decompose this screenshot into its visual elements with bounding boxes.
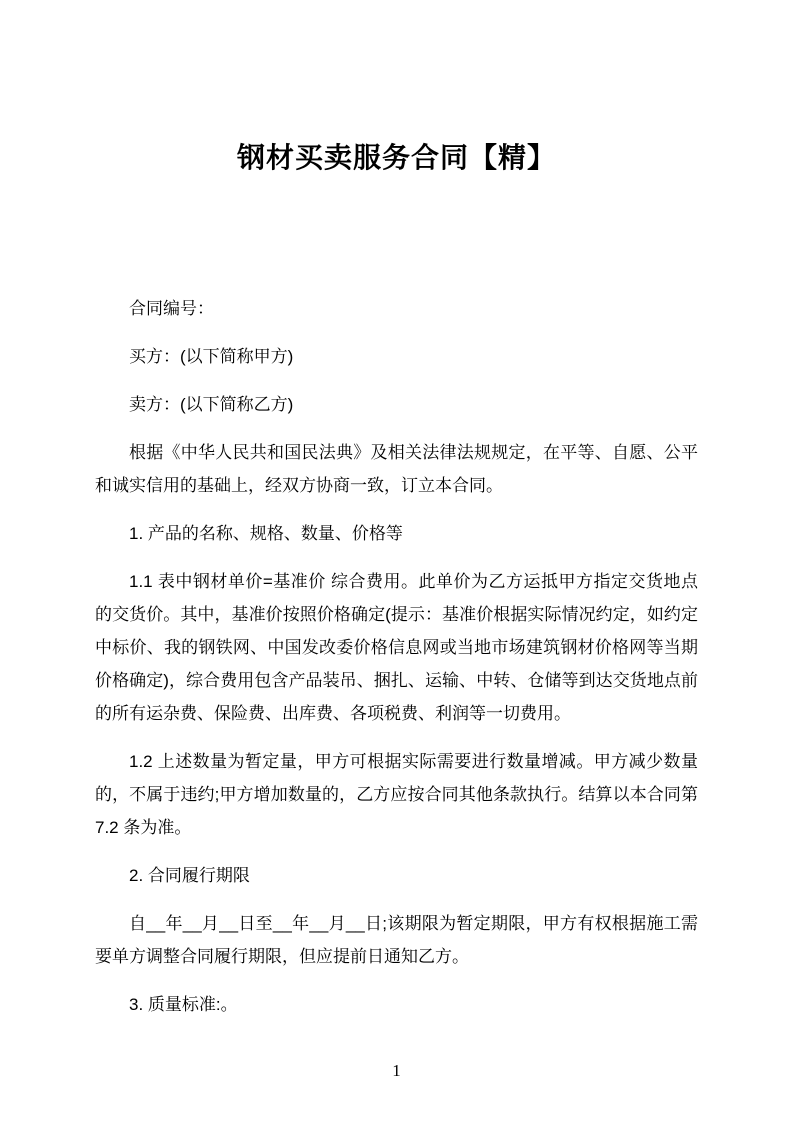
document-title: 钢材买卖服务合同【精】 — [236, 142, 556, 173]
section-1-heading: 1. 产品的名称、规格、数量、价格等 — [129, 524, 403, 543]
clause-1-2: 1.2 上述数量为暂定量，甲方可根据实际需要进行数量增减。甲方减少数量的，不属于违约;甲方增加数量的，乙方应按合同其他条款执行。结算以本合同第 7.2 条为准。 — [95, 752, 698, 837]
page-number: 1 — [392, 1061, 401, 1080]
section-2-heading: 2. 合同履行期限 — [129, 866, 250, 885]
clause-1-1: 1.1 表中钢材单价=基准价 综合费用。此单价为乙方运抵甲方指定交货地点的交货价。其中，基准价按照价格确定(提示：基准价根据实际情况约定，如约定中标价、我的钢铁网、中国发改委价格信息网或当地市场建筑钢材价格网等当期价格确定)，综合费用包含产品装吊、捆扎、运输、中转、仓储等到达交货地点前的所有运杂费、保险费、出库费、各项税费、利润等一切费用。 — [95, 572, 698, 723]
contract-number-line: 合同编号： — [129, 299, 214, 318]
buyer-line: 买方：(以下简称甲方) — [129, 347, 294, 366]
section-3-heading: 3. 质量标准:。 — [129, 995, 238, 1014]
clause-2-1: 自__年__月__日至__年__月__日;该期限为暂定期限，甲方有权根据施工需要单方调整合同履行期限，但应提前日通知乙方。 — [95, 914, 698, 966]
seller-line: 卖方：(以下简称乙方) — [129, 395, 294, 414]
preamble: 根据《中华人民共和国民法典》及相关法律法规规定，在平等、自愿、公平和诚实信用的基础上，经双方协商一致，订立本合同。 — [95, 443, 698, 495]
